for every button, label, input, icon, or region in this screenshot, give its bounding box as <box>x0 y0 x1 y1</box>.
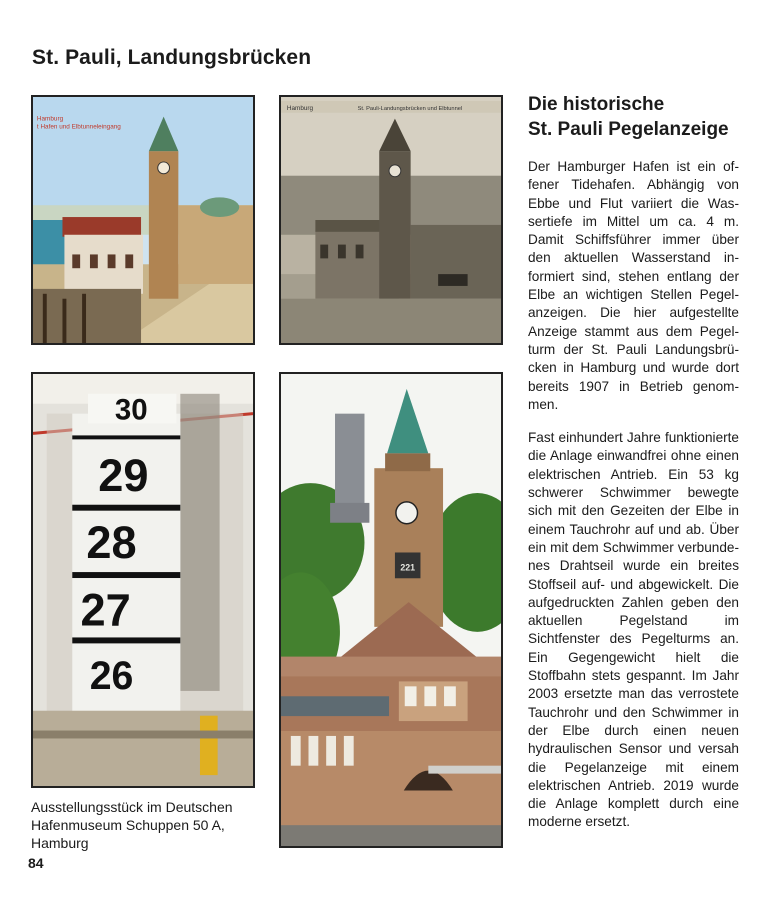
postcard2-right-text: St. Pauli-Landungsbrücken und Elbtunnel <box>357 105 463 112</box>
section-title: St. Pauli, Landungsbrücken <box>32 46 312 69</box>
gauge-number-26: 26 <box>89 653 134 698</box>
postcard2-left-text: Hamburg <box>286 104 314 112</box>
gauge-number-30: 30 <box>114 393 148 427</box>
article-heading-line1: Die historische <box>528 94 665 115</box>
tower-gauge-digits: 221 <box>400 562 416 573</box>
postcard1-line1: Hamburg <box>36 115 64 123</box>
gauge-number-28: 28 <box>86 517 137 569</box>
postcard-sepia-photo <box>279 95 503 345</box>
article-paragraph-2: Fast einhundert Jahre funktionierte die Anlage einwandfrei ohne einen elektrischen Antrieb. Ein 53 kg schwerer Schwimmer bewegte sich mit den Gezeiten der Elbe in einem Tauchrohr auf und ab. Über ein mit dem Schwimmer verbundenes Drahtseil wurde ein breites Stoffseil auf- und abgewickelt. Die aufgedruckten Zahlen geben den aktuellen Pegelstand im Sichtfenster des Pegelturms an. Ein Gegengewicht hielt die Stoffbahn stets gespannt. Im Jahr 2003 ersetzte man das verrostete Tauchrohr und den Schwimmer in der Elbe durch einen neuen hydraulischen Sensor und versah die Pegelanzeige mit einem elektrischen Antrieb. 2019 wurde die Anlage komplett durch eine moderne ersetzt. <box>528 430 739 830</box>
gauge-number-27: 27 <box>80 584 131 636</box>
article-heading-line2: St. Pauli Pegelanzeige <box>528 119 729 140</box>
gauge-number-29: 29 <box>98 449 149 501</box>
page-number: 84 <box>28 855 44 871</box>
article-heading <box>528 92 758 142</box>
pegelturm-photo <box>279 372 503 848</box>
article-body <box>528 158 739 847</box>
pegelanzeige-exhibit-photo <box>31 372 255 788</box>
article-paragraph-1: Der Hamburger Hafen ist ein offener Tidehafen. Abhängig von Ebbe und Flut variiert die Wassertiefe im Mittel um ca. 4 m. Damit Schiffsführer immer über den aktuellen Wasserstand informiert sind, stehen entlang der Elbe an wichtigen Stellen Pegelanzeigen. Die hier aufgestellte Anzeige stammt aus dem Pegelturm der St. Pauli Landungsbrücken in Hamburg und wurde dort bereits 1907 in Betrieb genommen. <box>528 159 739 412</box>
postcard1-line2: t Hafen und Elbtunneleingang <box>36 123 121 131</box>
photo-caption: Ausstellungsstück im Deutschen Hafenmuseum Schuppen 50 A, Hamburg <box>31 799 233 851</box>
postcard-color-photo <box>31 95 255 345</box>
